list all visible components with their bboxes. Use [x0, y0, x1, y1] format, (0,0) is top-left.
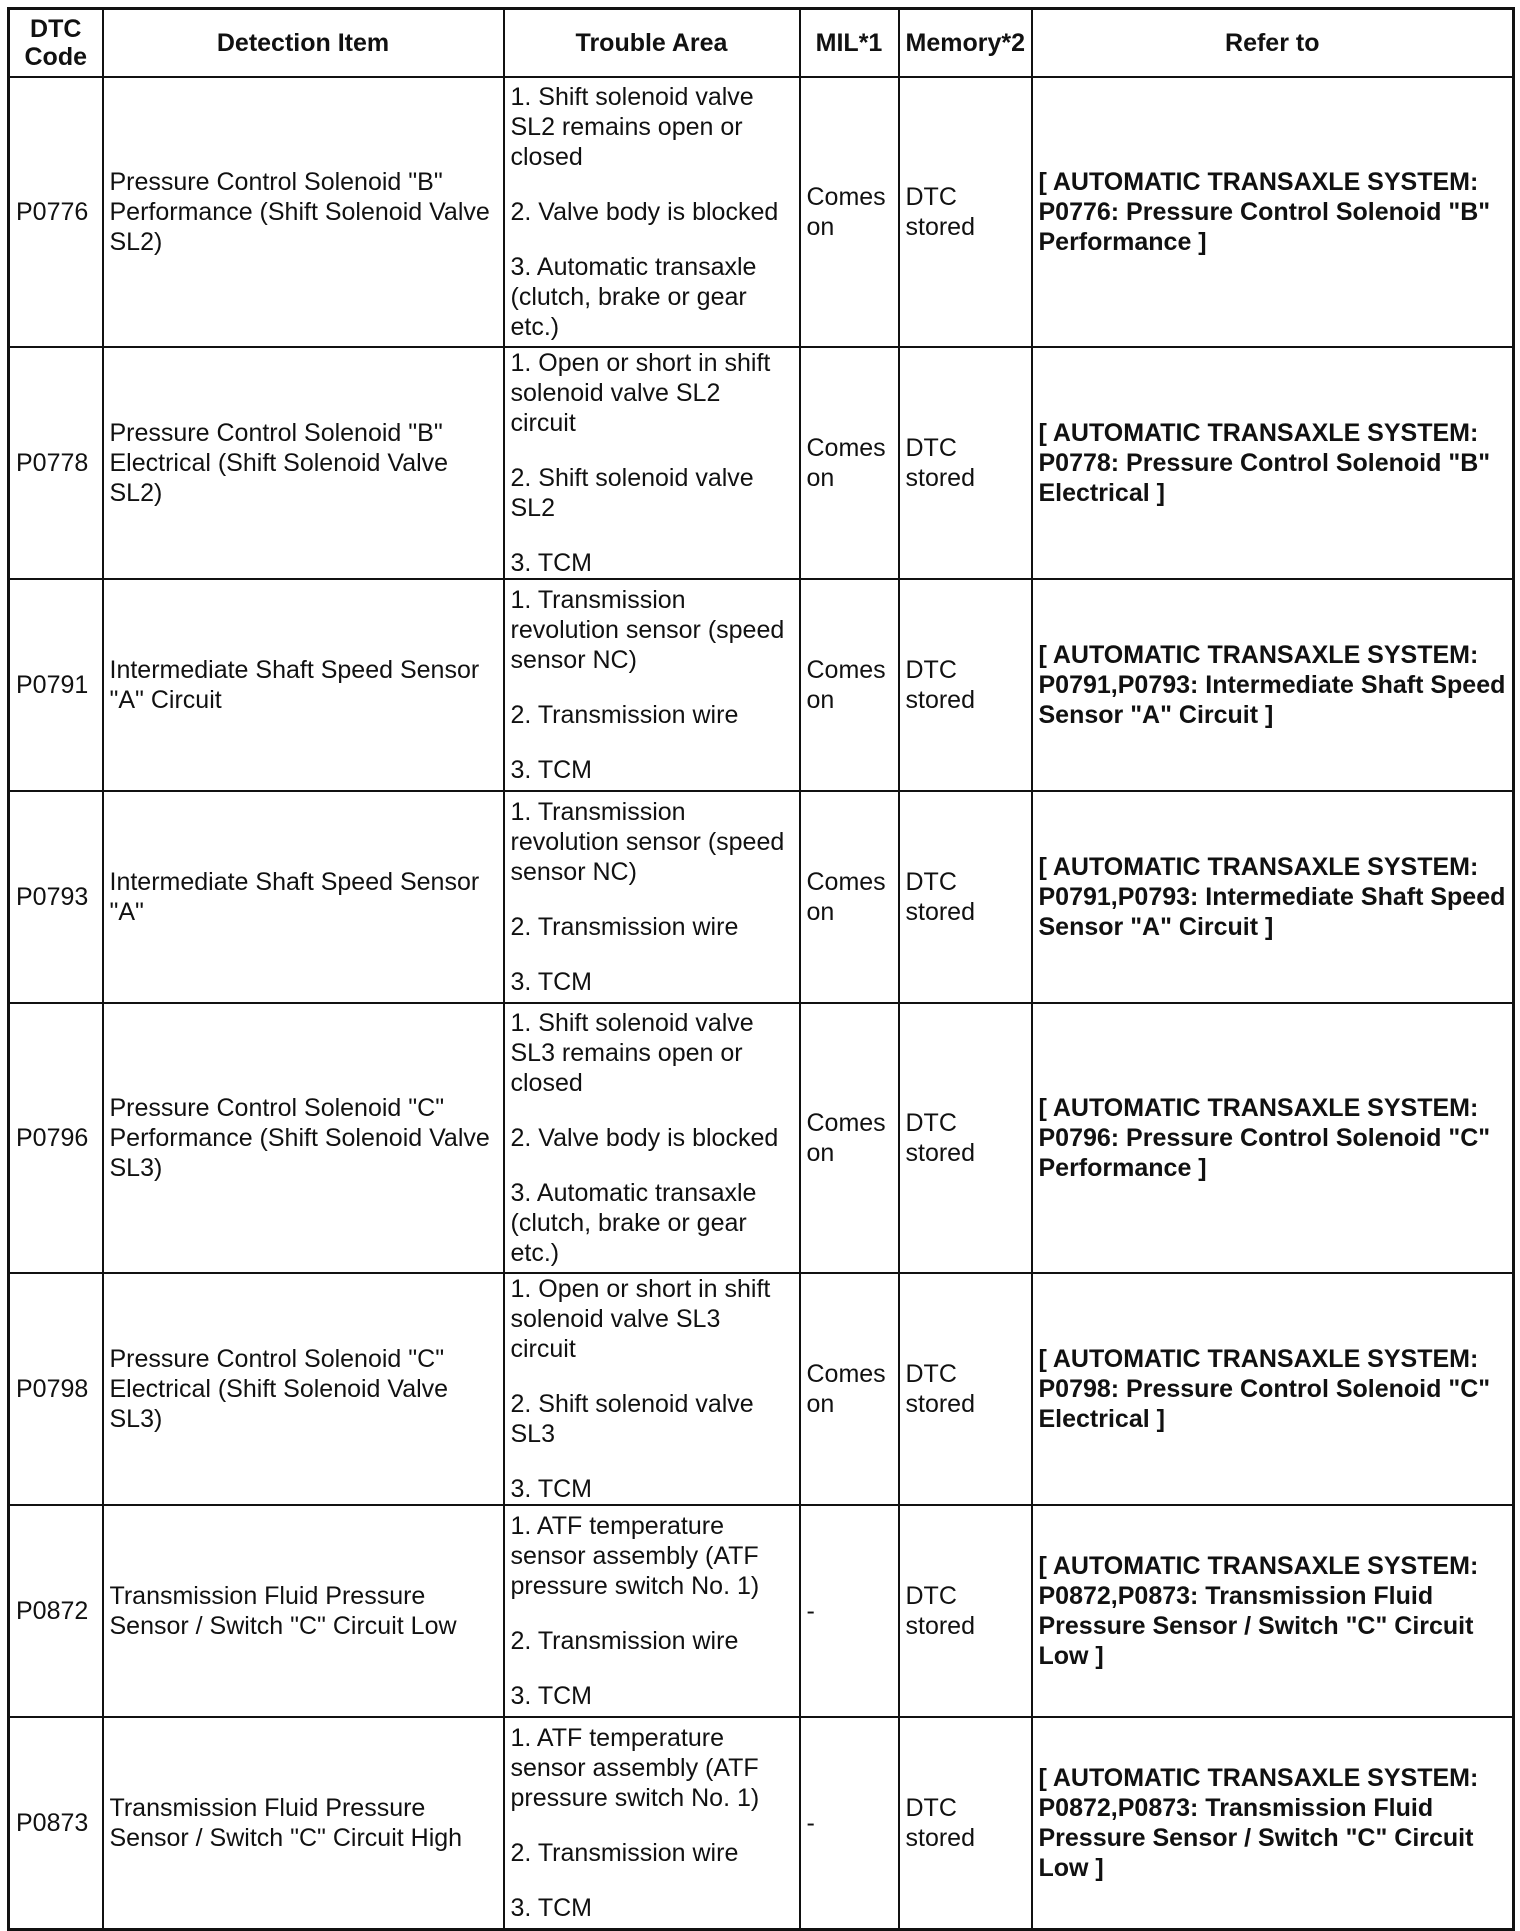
memory-cell: DTC stored [899, 1717, 1032, 1930]
table-row [9, 1003, 1514, 1273]
memory-cell: DTC stored [899, 1003, 1032, 1273]
refer-to-cell: [ AUTOMATIC TRANSAXLE SYSTEM: P0796: Pressure Control Solenoid "C" Performance ] [1032, 1003, 1514, 1273]
header-refer-to: Refer to [1032, 9, 1514, 78]
header-detection-item: Detection Item [103, 9, 504, 78]
trouble-area-item: 1. Open or short in shift solenoid valve SL3 circuit [510, 1275, 771, 1363]
dtc-code-cell: P0791 [9, 579, 103, 791]
table-row [9, 791, 1514, 1003]
mil-cell: Comes on [800, 347, 899, 579]
trouble-area-item: 1. ATF temperature sensor assembly (ATF pressure switch No. 1) [510, 1512, 760, 1600]
trouble-area-item: 1. Transmission revolution sensor (speed sensor NC) [510, 798, 785, 886]
header-trouble-area: Trouble Area [504, 9, 800, 78]
dtc-table-container [7, 7, 1515, 1931]
trouble-area-item: 3. Automatic transaxle (clutch, brake or gear etc.) [510, 1179, 757, 1267]
trouble-area-cell [504, 347, 800, 579]
trouble-area-item: 1. Shift solenoid valve SL2 remains open or closed [510, 83, 754, 171]
trouble-area-item: 2. Shift solenoid valve SL2 [510, 464, 754, 522]
dtc-code-cell: P0793 [9, 791, 103, 1003]
refer-to-cell: [ AUTOMATIC TRANSAXLE SYSTEM: P0791,P0793: Intermediate Shaft Speed Sensor "A" Circuit ] [1032, 791, 1514, 1003]
memory-cell: DTC stored [899, 579, 1032, 791]
trouble-area-item: 2. Transmission wire [510, 913, 739, 941]
dtc-code-cell: P0873 [9, 1717, 103, 1930]
trouble-area-item: 3. TCM [510, 549, 592, 577]
table-row [9, 1505, 1514, 1717]
trouble-area-item: 2. Transmission wire [510, 1839, 739, 1867]
detection-item-cell: Pressure Control Solenoid "B" Electrical (Shift Solenoid Valve SL2) [103, 347, 504, 579]
mil-cell: Comes on [800, 1003, 899, 1273]
table-row [9, 1717, 1514, 1930]
trouble-area-item: 3. TCM [510, 968, 592, 996]
detection-item-cell: Intermediate Shaft Speed Sensor "A" [103, 791, 504, 1003]
refer-to-cell: [ AUTOMATIC TRANSAXLE SYSTEM: P0798: Pressure Control Solenoid "C" Electrical ] [1032, 1273, 1514, 1505]
table-row [9, 77, 1514, 347]
table-row [9, 1273, 1514, 1505]
mil-cell: - [800, 1505, 899, 1717]
trouble-area-cell [504, 579, 800, 791]
header-mil: MIL*1 [800, 9, 899, 78]
memory-cell: DTC stored [899, 1273, 1032, 1505]
mil-cell: Comes on [800, 791, 899, 1003]
refer-to-cell: [ AUTOMATIC TRANSAXLE SYSTEM: P0872,P0873: Transmission Fluid Pressure Sensor / Switch "C" Circuit Low ] [1032, 1717, 1514, 1930]
trouble-area-item: 3. Automatic transaxle (clutch, brake or gear etc.) [510, 253, 757, 341]
trouble-area-item: 2. Shift solenoid valve SL3 [510, 1390, 754, 1448]
trouble-area-item: 3. TCM [510, 1894, 592, 1922]
dtc-code-cell: P0796 [9, 1003, 103, 1273]
memory-cell: DTC stored [899, 1505, 1032, 1717]
header-memory: Memory*2 [899, 9, 1032, 78]
dtc-code-cell: P0776 [9, 77, 103, 347]
refer-to-cell: [ AUTOMATIC TRANSAXLE SYSTEM: P0872,P0873: Transmission Fluid Pressure Sensor / Switch "C" Circuit Low ] [1032, 1505, 1514, 1717]
memory-cell: DTC stored [899, 791, 1032, 1003]
refer-to-cell: [ AUTOMATIC TRANSAXLE SYSTEM: P0791,P0793: Intermediate Shaft Speed Sensor "A" Circuit ] [1032, 579, 1514, 791]
table-row [9, 347, 1514, 579]
dtc-code-cell: P0798 [9, 1273, 103, 1505]
trouble-area-item: 1. Shift solenoid valve SL3 remains open or closed [510, 1009, 754, 1097]
trouble-area-cell [504, 1505, 800, 1717]
trouble-area-item: 3. TCM [510, 756, 592, 784]
header-row [9, 9, 1514, 78]
trouble-area-item: 3. TCM [510, 1475, 592, 1503]
mil-cell: Comes on [800, 1273, 899, 1505]
trouble-area-item: 2. Valve body is blocked [510, 1124, 779, 1152]
dtc-table-body [9, 77, 1514, 1930]
trouble-area-item: 2. Transmission wire [510, 1627, 739, 1655]
trouble-area-item: 2. Valve body is blocked [510, 198, 779, 226]
trouble-area-cell [504, 791, 800, 1003]
detection-item-cell: Transmission Fluid Pressure Sensor / Switch "C" Circuit High [103, 1717, 504, 1930]
table-row [9, 579, 1514, 791]
memory-cell: DTC stored [899, 77, 1032, 347]
trouble-area-item: 2. Transmission wire [510, 701, 739, 729]
mil-cell: - [800, 1717, 899, 1930]
mil-cell: Comes on [800, 579, 899, 791]
detection-item-cell: Pressure Control Solenoid "C" Performance (Shift Solenoid Valve SL3) [103, 1003, 504, 1273]
trouble-area-cell [504, 1003, 800, 1273]
trouble-area-cell [504, 1273, 800, 1505]
refer-to-cell: [ AUTOMATIC TRANSAXLE SYSTEM: P0778: Pressure Control Solenoid "B" Electrical ] [1032, 347, 1514, 579]
mil-cell: Comes on [800, 77, 899, 347]
trouble-area-cell [504, 1717, 800, 1930]
trouble-area-cell [504, 77, 800, 347]
memory-cell: DTC stored [899, 347, 1032, 579]
refer-to-cell: [ AUTOMATIC TRANSAXLE SYSTEM: P0776: Pressure Control Solenoid "B" Performance ] [1032, 77, 1514, 347]
dtc-code-cell: P0872 [9, 1505, 103, 1717]
dtc-table [7, 7, 1515, 1931]
trouble-area-item: 3. TCM [510, 1682, 592, 1710]
header-dtc-code: DTC Code [9, 9, 103, 78]
detection-item-cell: Pressure Control Solenoid "B" Performance (Shift Solenoid Valve SL2) [103, 77, 504, 347]
dtc-code-cell: P0778 [9, 347, 103, 579]
detection-item-cell: Pressure Control Solenoid "C" Electrical (Shift Solenoid Valve SL3) [103, 1273, 504, 1505]
trouble-area-item: 1. Transmission revolution sensor (speed sensor NC) [510, 586, 785, 674]
trouble-area-item: 1. ATF temperature sensor assembly (ATF pressure switch No. 1) [510, 1724, 760, 1812]
detection-item-cell: Intermediate Shaft Speed Sensor "A" Circuit [103, 579, 504, 791]
trouble-area-item: 1. Open or short in shift solenoid valve SL2 circuit [510, 349, 771, 437]
detection-item-cell: Transmission Fluid Pressure Sensor / Switch "C" Circuit Low [103, 1505, 504, 1717]
